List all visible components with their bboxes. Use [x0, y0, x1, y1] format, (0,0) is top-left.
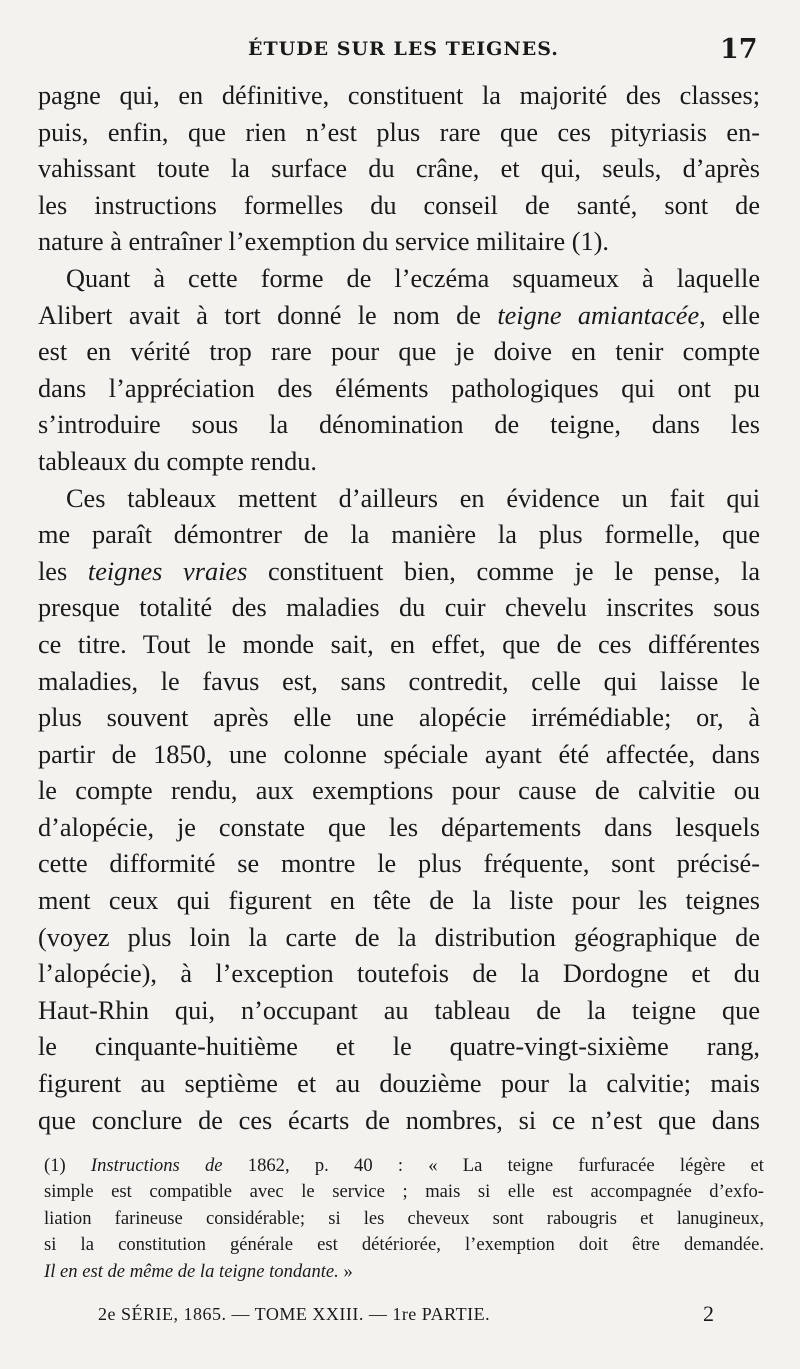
footnote-line: Il en est de même de la teigne tondante. »	[44, 1260, 353, 1282]
body-line: Ces tableaux mettent d’ailleurs en évidence un fait qui	[66, 483, 760, 513]
footnote-line: simple est compatible avec le service ; mais si elle est accompagnée d’exfo-	[44, 1181, 764, 1203]
body-line: est en vérité trop rare pour que je doive en tenir compte	[38, 337, 760, 367]
italic-text: teigne amiantacée	[497, 300, 700, 330]
body-line: vahissant toute la surface du crâne, et qui, seuls, d’après	[38, 154, 760, 184]
body-line: le compte rendu, aux exemptions pour cause de calvitie ou	[38, 776, 760, 806]
body-line: que conclure de ces écarts de nombres, si ce n’est que dans	[38, 1105, 760, 1135]
running-head	[0, 34, 800, 70]
body-line: puis, enfin, que rien n’est plus rare que ces pityriasis en-	[38, 117, 760, 147]
body-line: plus souvent après elle une alopécie irrémédiable; or, à	[38, 703, 760, 733]
body-line: s’introduire sous la dénomination de teigne, dans les	[38, 410, 760, 440]
footnote-line: si la constitution générale est détériorée, l’exemption doit être demandée.	[44, 1234, 764, 1256]
body-line: Quant à cette forme de l’eczéma squameux à laquelle	[66, 263, 760, 293]
signature-number: 2	[703, 1301, 714, 1326]
body-line: partir de 1850, une colonne spéciale ayant été affectée, dans	[38, 739, 760, 769]
body-line: presque totalité des maladies du cuir chevelu inscrites sous	[38, 593, 760, 623]
italic-text: Il en est de même de la teigne tondante.	[44, 1260, 339, 1282]
body-line: les teignes vraies constituent bien, comme je le pense, la	[38, 556, 760, 586]
footnote-line: liation farineuse considérable; si les cheveux sont rabougris et lanugineux,	[44, 1207, 764, 1229]
body-line: me paraît démontrer de la manière la plus formelle, que	[38, 520, 760, 550]
body-line: les instructions formelles du conseil de santé, sont de	[38, 190, 760, 220]
body-line: ment ceux qui figurent en tête de la liste pour les teignes	[38, 886, 760, 916]
body-line: figurent au septième et au douzième pour la calvitie; mais	[38, 1069, 760, 1099]
footnote-line: (1) Instructions de 1862, p. 40 : « La teigne furfuracée légère et	[44, 1155, 764, 1176]
running-head-title: ÉTUDE SUR LES TEIGNES.	[248, 38, 559, 60]
body-text	[38, 78, 760, 1139]
body-line: ce titre. Tout le monde sait, en effet, que de ces différentes	[38, 629, 760, 659]
body-line: Alibert avait à tort donné le nom de teigne amiantacée, elle	[38, 300, 760, 330]
body-line: pagne qui, en définitive, constituent la majorité des classes;	[38, 81, 760, 110]
body-line: dans l’appréciation des éléments pathologiques qui ont pu	[38, 373, 760, 403]
signature-text: 2e SÉRIE, 1865. — TOME XXIII. — 1re PARTIE.	[98, 1304, 491, 1324]
italic-text: teignes vraies	[87, 556, 248, 586]
body-line: nature à entraîner l’exemption du service militaire (1).	[38, 227, 609, 257]
body-line: l’alopécie), à l’exception toutefois de la Dordogne et du	[38, 959, 760, 989]
body-line: tableaux du compte rendu.	[38, 446, 317, 476]
body-line: Haut-Rhin qui, n’occupant au tableau de la teigne que	[38, 995, 760, 1025]
footnote	[44, 1153, 764, 1285]
body-line: (voyez plus loin la carte de la distribution géographique de	[38, 922, 760, 952]
italic-text: Instructions de	[90, 1155, 223, 1176]
page-number: 17	[720, 34, 758, 65]
body-line: maladies, le favus est, sans contredit, celle qui laisse le	[38, 666, 760, 696]
body-line: d’alopécie, je constate que les départements dans lesquels	[38, 812, 760, 842]
body-line: le cinquante-huitième et le quatre-vingt-sixième rang,	[38, 1032, 760, 1062]
body-line: cette difformité se montre le plus fréquente, sont précisé-	[38, 849, 760, 879]
